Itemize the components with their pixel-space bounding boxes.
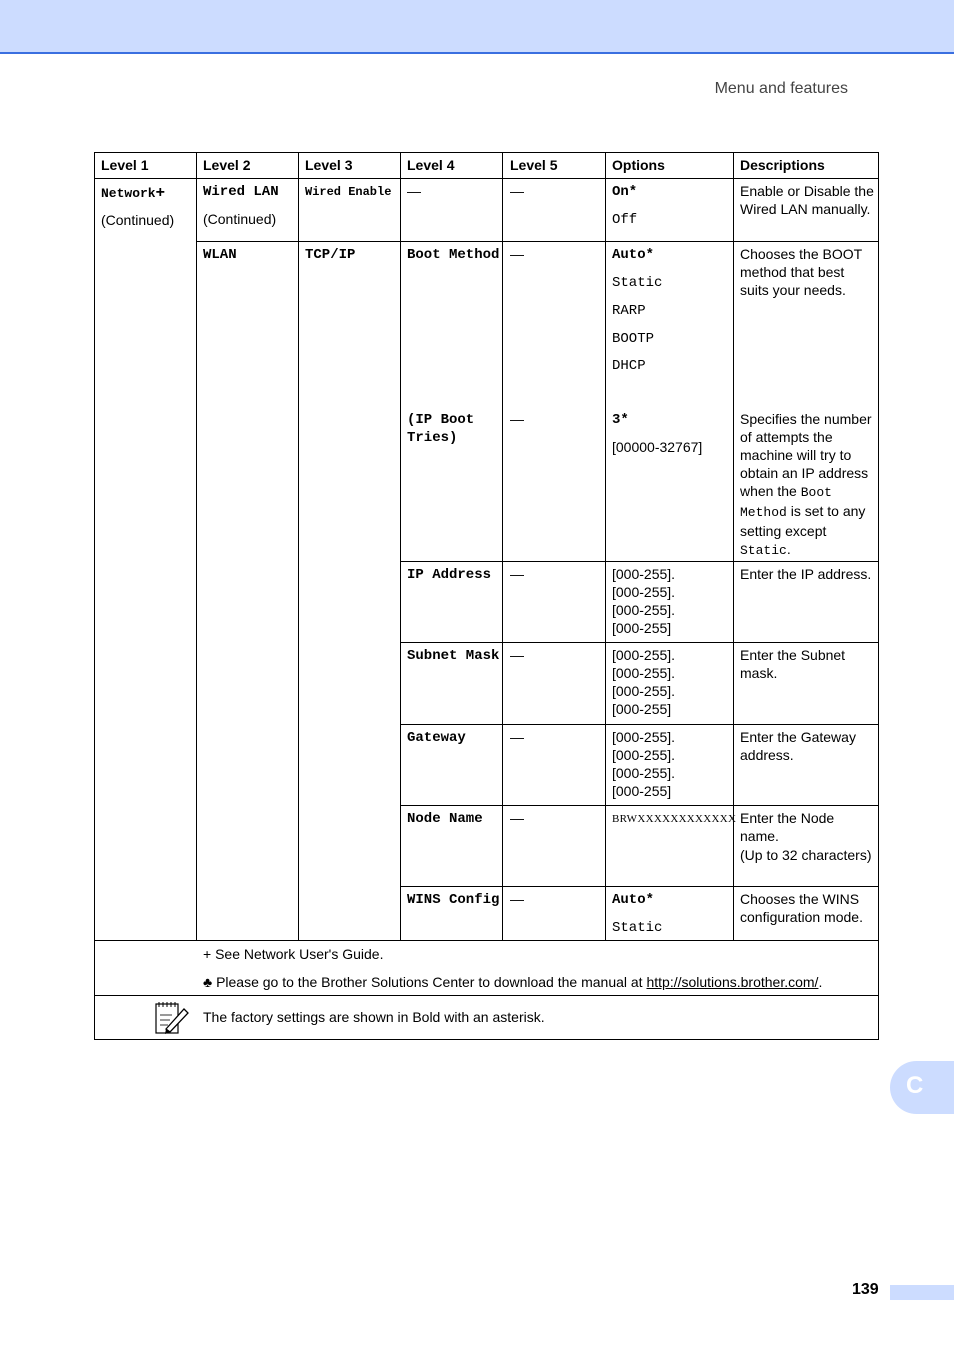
level3-wired-enable: Wired Enable <box>305 185 392 199</box>
row5-level5: — <box>510 729 524 745</box>
row1-level4: Boot Method <box>407 247 500 263</box>
note-pencil-icon <box>154 1001 190 1035</box>
row1-option-bootp: BOOTP <box>612 331 655 347</box>
row6-option: BRWXXXXXXXXXXXX <box>612 813 737 825</box>
row4-level5: — <box>510 647 524 663</box>
level2-wlan: WLAN <box>203 247 237 263</box>
row1-option-dhcp: DHCP <box>612 358 646 374</box>
row5-options: [000-255]. [000-255]. [000-255]. [000-255] <box>612 729 676 799</box>
section-header: Menu and features <box>714 80 848 97</box>
column-header-level5: Level 5 <box>510 157 558 173</box>
footnote-network-guide: + See Network User's Guide. <box>203 946 384 962</box>
row0-level4: — <box>407 183 421 199</box>
row0-option-off: Off <box>612 212 638 228</box>
row2-level5: — <box>510 411 524 427</box>
row3-level4: IP Address <box>407 567 492 583</box>
plus-mark: + <box>155 184 165 201</box>
row5-description: Enter the Gateway address. <box>740 729 856 763</box>
top-banner <box>0 0 954 54</box>
factory-settings-note: The factory settings are shown in Bold with an asterisk. <box>203 1009 545 1025</box>
solutions-link[interactable]: http://solutions.brother.com/ <box>646 974 819 990</box>
level2-wired-lan: Wired LAN <box>203 184 279 200</box>
column-header-level4: Level 4 <box>407 157 455 173</box>
row3-description: Enter the IP address. <box>740 566 872 582</box>
row4-description: Enter the Subnet mask. <box>740 647 846 681</box>
row1-option-auto: Auto* <box>612 247 655 263</box>
row7-description: Chooses the WINS configuration mode. <box>740 891 863 925</box>
row1-level5: — <box>510 246 524 262</box>
row2-description: Specifies the number of attempts the machine will try to obtain an IP address when the Boot Method is set to any setting except Static. <box>740 411 872 558</box>
row6-description: Enter the Node name. <box>740 810 835 844</box>
page-number-bar <box>890 1285 954 1300</box>
row0-option-on: On* <box>612 184 638 200</box>
level1-continued: (Continued) <box>101 212 175 228</box>
row2-level4: (IP Boot Tries) <box>407 412 475 446</box>
column-header-options: Options <box>612 157 665 173</box>
column-header-level1: Level 1 <box>101 157 149 173</box>
row6-level5: — <box>510 810 524 826</box>
row0-description: Enable or Disable the Wired LAN manually. <box>740 183 874 217</box>
row7-option-auto: Auto* <box>612 892 655 908</box>
row7-level5: — <box>510 891 524 907</box>
row0-level5: — <box>510 183 524 199</box>
row7-option-static: Static <box>612 920 663 936</box>
row2-option-range: [00000-32767] <box>612 439 703 455</box>
row5-level4: Gateway <box>407 730 466 746</box>
page-number: 139 <box>852 1281 879 1298</box>
level1-value: Network <box>101 186 156 201</box>
row1-description: Chooses the BOOT method that best suits your needs. <box>740 246 862 298</box>
footnote-solutions-center: ♣ Please go to the Brother Solutions Center to download the manual at http://solutions.brother.com/. <box>203 974 823 990</box>
row4-level4: Subnet Mask <box>407 648 500 664</box>
level1-network <box>101 183 165 203</box>
row6-level4: Node Name <box>407 811 483 827</box>
row6-description-note: (Up to 32 characters) <box>740 847 872 863</box>
row4-options: [000-255]. [000-255]. [000-255]. [000-255] <box>612 647 676 717</box>
column-header-level3: Level 3 <box>305 157 353 173</box>
level3-tcpip: TCP/IP <box>305 247 356 263</box>
level2-continued: (Continued) <box>203 211 277 227</box>
column-header-descriptions: Descriptions <box>740 157 825 173</box>
row2-option-default: 3* <box>612 412 629 428</box>
column-header-level2: Level 2 <box>203 157 251 173</box>
row7-level4: WINS Config <box>407 892 500 908</box>
row1-option-rarp: RARP <box>612 303 646 319</box>
appendix-tab[interactable]: C <box>890 1061 954 1114</box>
row1-option-static: Static <box>612 275 663 291</box>
row3-level5: — <box>510 566 524 582</box>
row3-options: [000-255]. [000-255]. [000-255]. [000-255] <box>612 566 676 636</box>
